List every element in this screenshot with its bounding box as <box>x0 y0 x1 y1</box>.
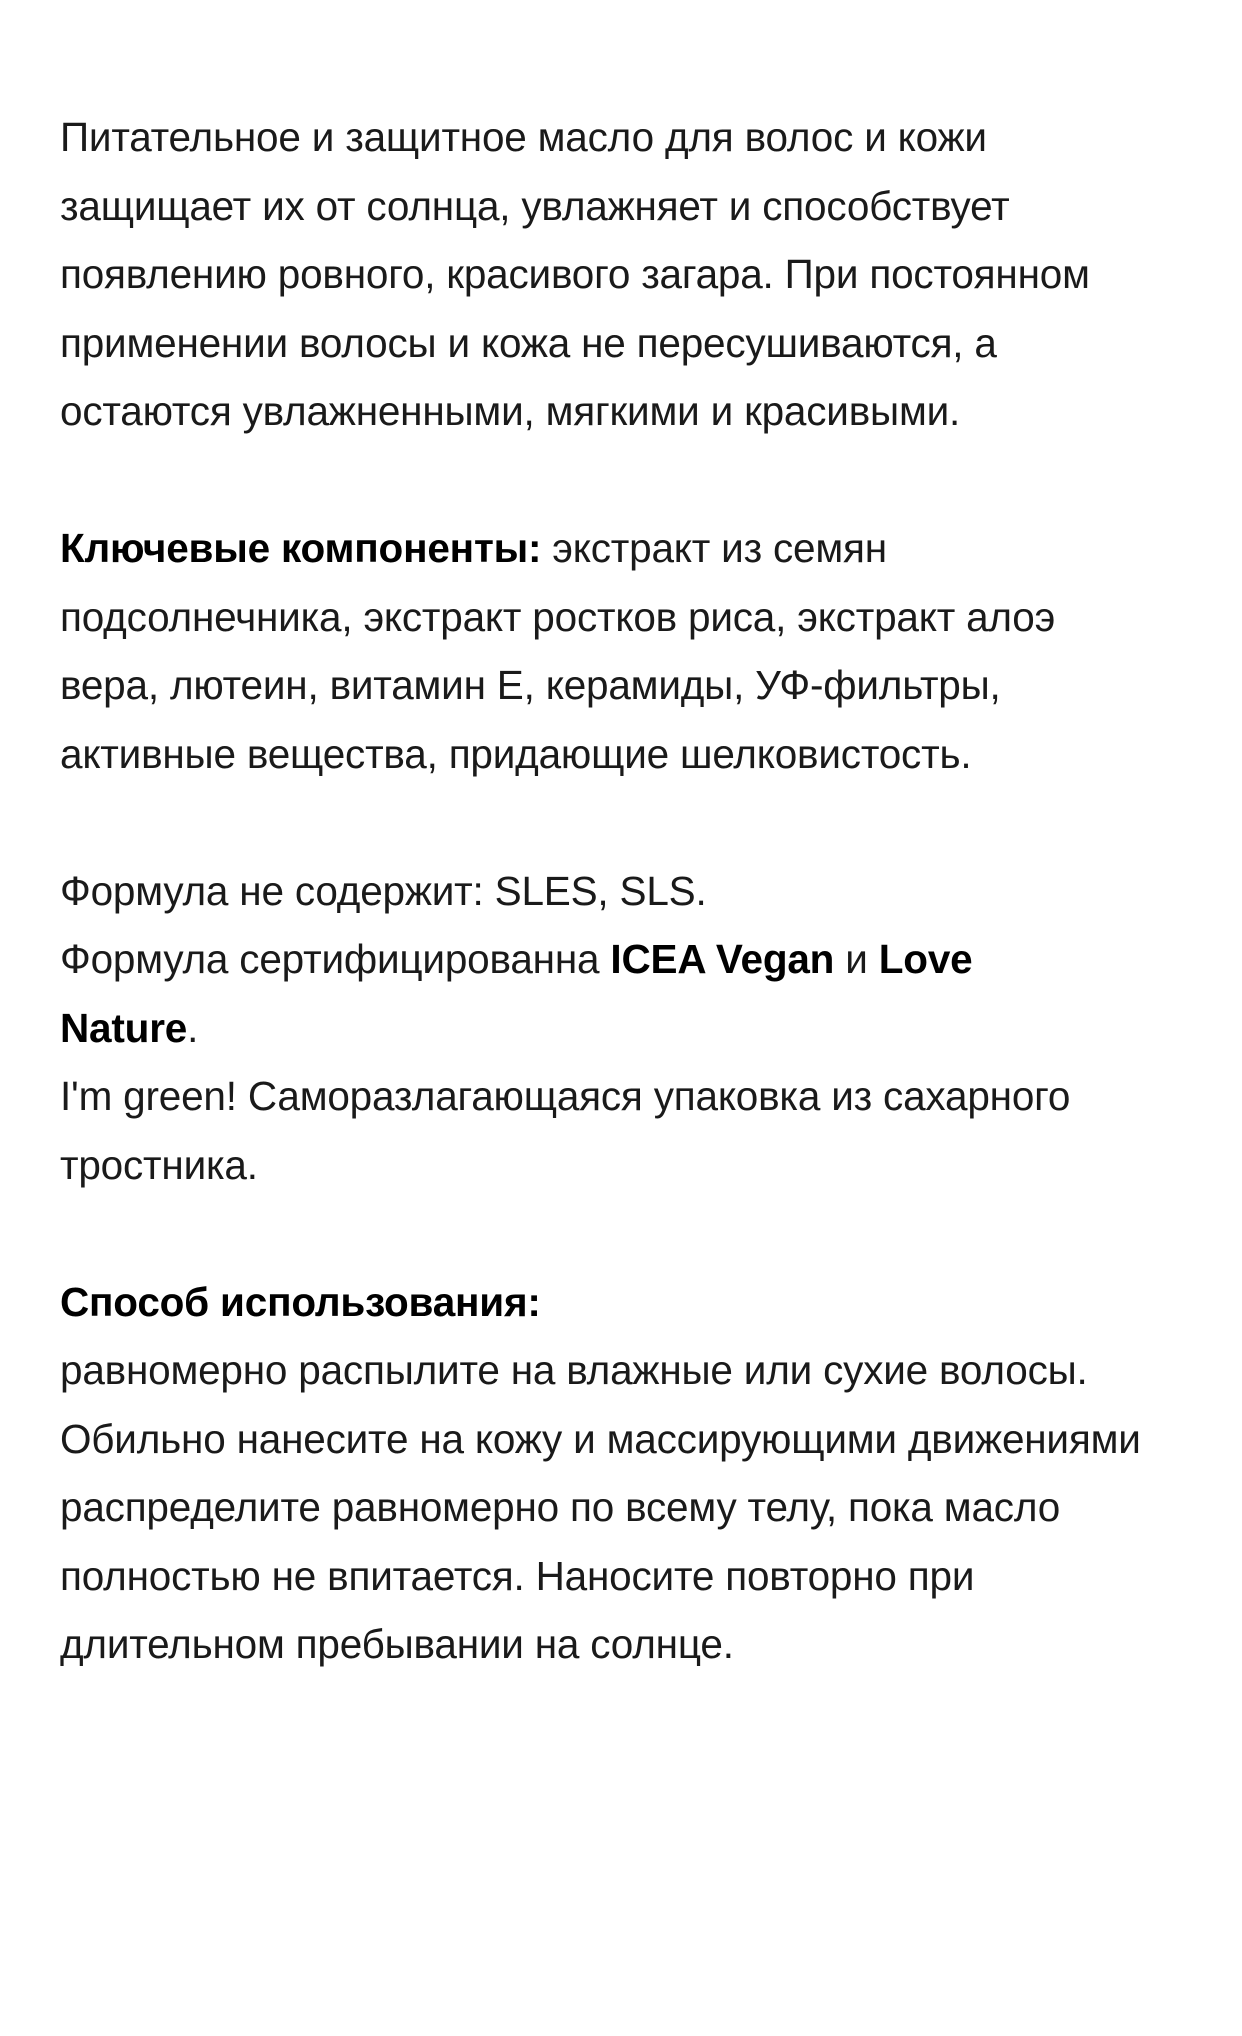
paragraph-spacer <box>60 788 1200 857</box>
certification-icea-vegan: ICEA Vegan <box>610 936 835 982</box>
certification-conjunction: и <box>834 936 879 982</box>
key-components-text: экстракт из семян подсолнечника, экстракт ростков риса, экстракт алоэ вера, лютеин, витамин Е, керамиды, УФ-фильтры, активные вещества, придающие шелковистость. <box>60 525 1056 777</box>
certification-period: . <box>187 1004 199 1051</box>
packaging-note: I'm green! Саморазлагающаяся упаковка из сахарного тростника. <box>60 1073 1071 1188</box>
certification-love-nature: Love Nature <box>60 936 973 1051</box>
key-components-paragraph <box>60 514 1090 788</box>
paragraph-spacer <box>60 446 1200 515</box>
certification-prefix: Формула сертифицированна <box>60 936 611 982</box>
usage-label: Способ использования: <box>60 1278 541 1325</box>
key-components-label: Ключевые компоненты: <box>60 525 542 571</box>
paragraph-spacer <box>60 1199 1200 1268</box>
formula-certification <box>60 925 1100 1062</box>
usage-text: равномерно распылите на влажные или сухие волосы. Обильно нанесите на кожу и массирующими движениями распределите равномерно по всему телу, пока масло полностью не впитается. Наносите повторно при длительном пребывании на солнце. <box>60 1347 1141 1667</box>
formula-free-of: Формула не содержит: SLES, SLS. <box>60 867 707 914</box>
description-content <box>60 103 1200 1679</box>
product-description: Питательное и защитное масло для волос и кожи защищает их от солнца, увлажняет и способствует появлению ровного, красивого загара. При постоянном применении волосы и кожа не пересушиваются, а остаются увлажненными, мягкими и красивыми. <box>60 114 1090 434</box>
